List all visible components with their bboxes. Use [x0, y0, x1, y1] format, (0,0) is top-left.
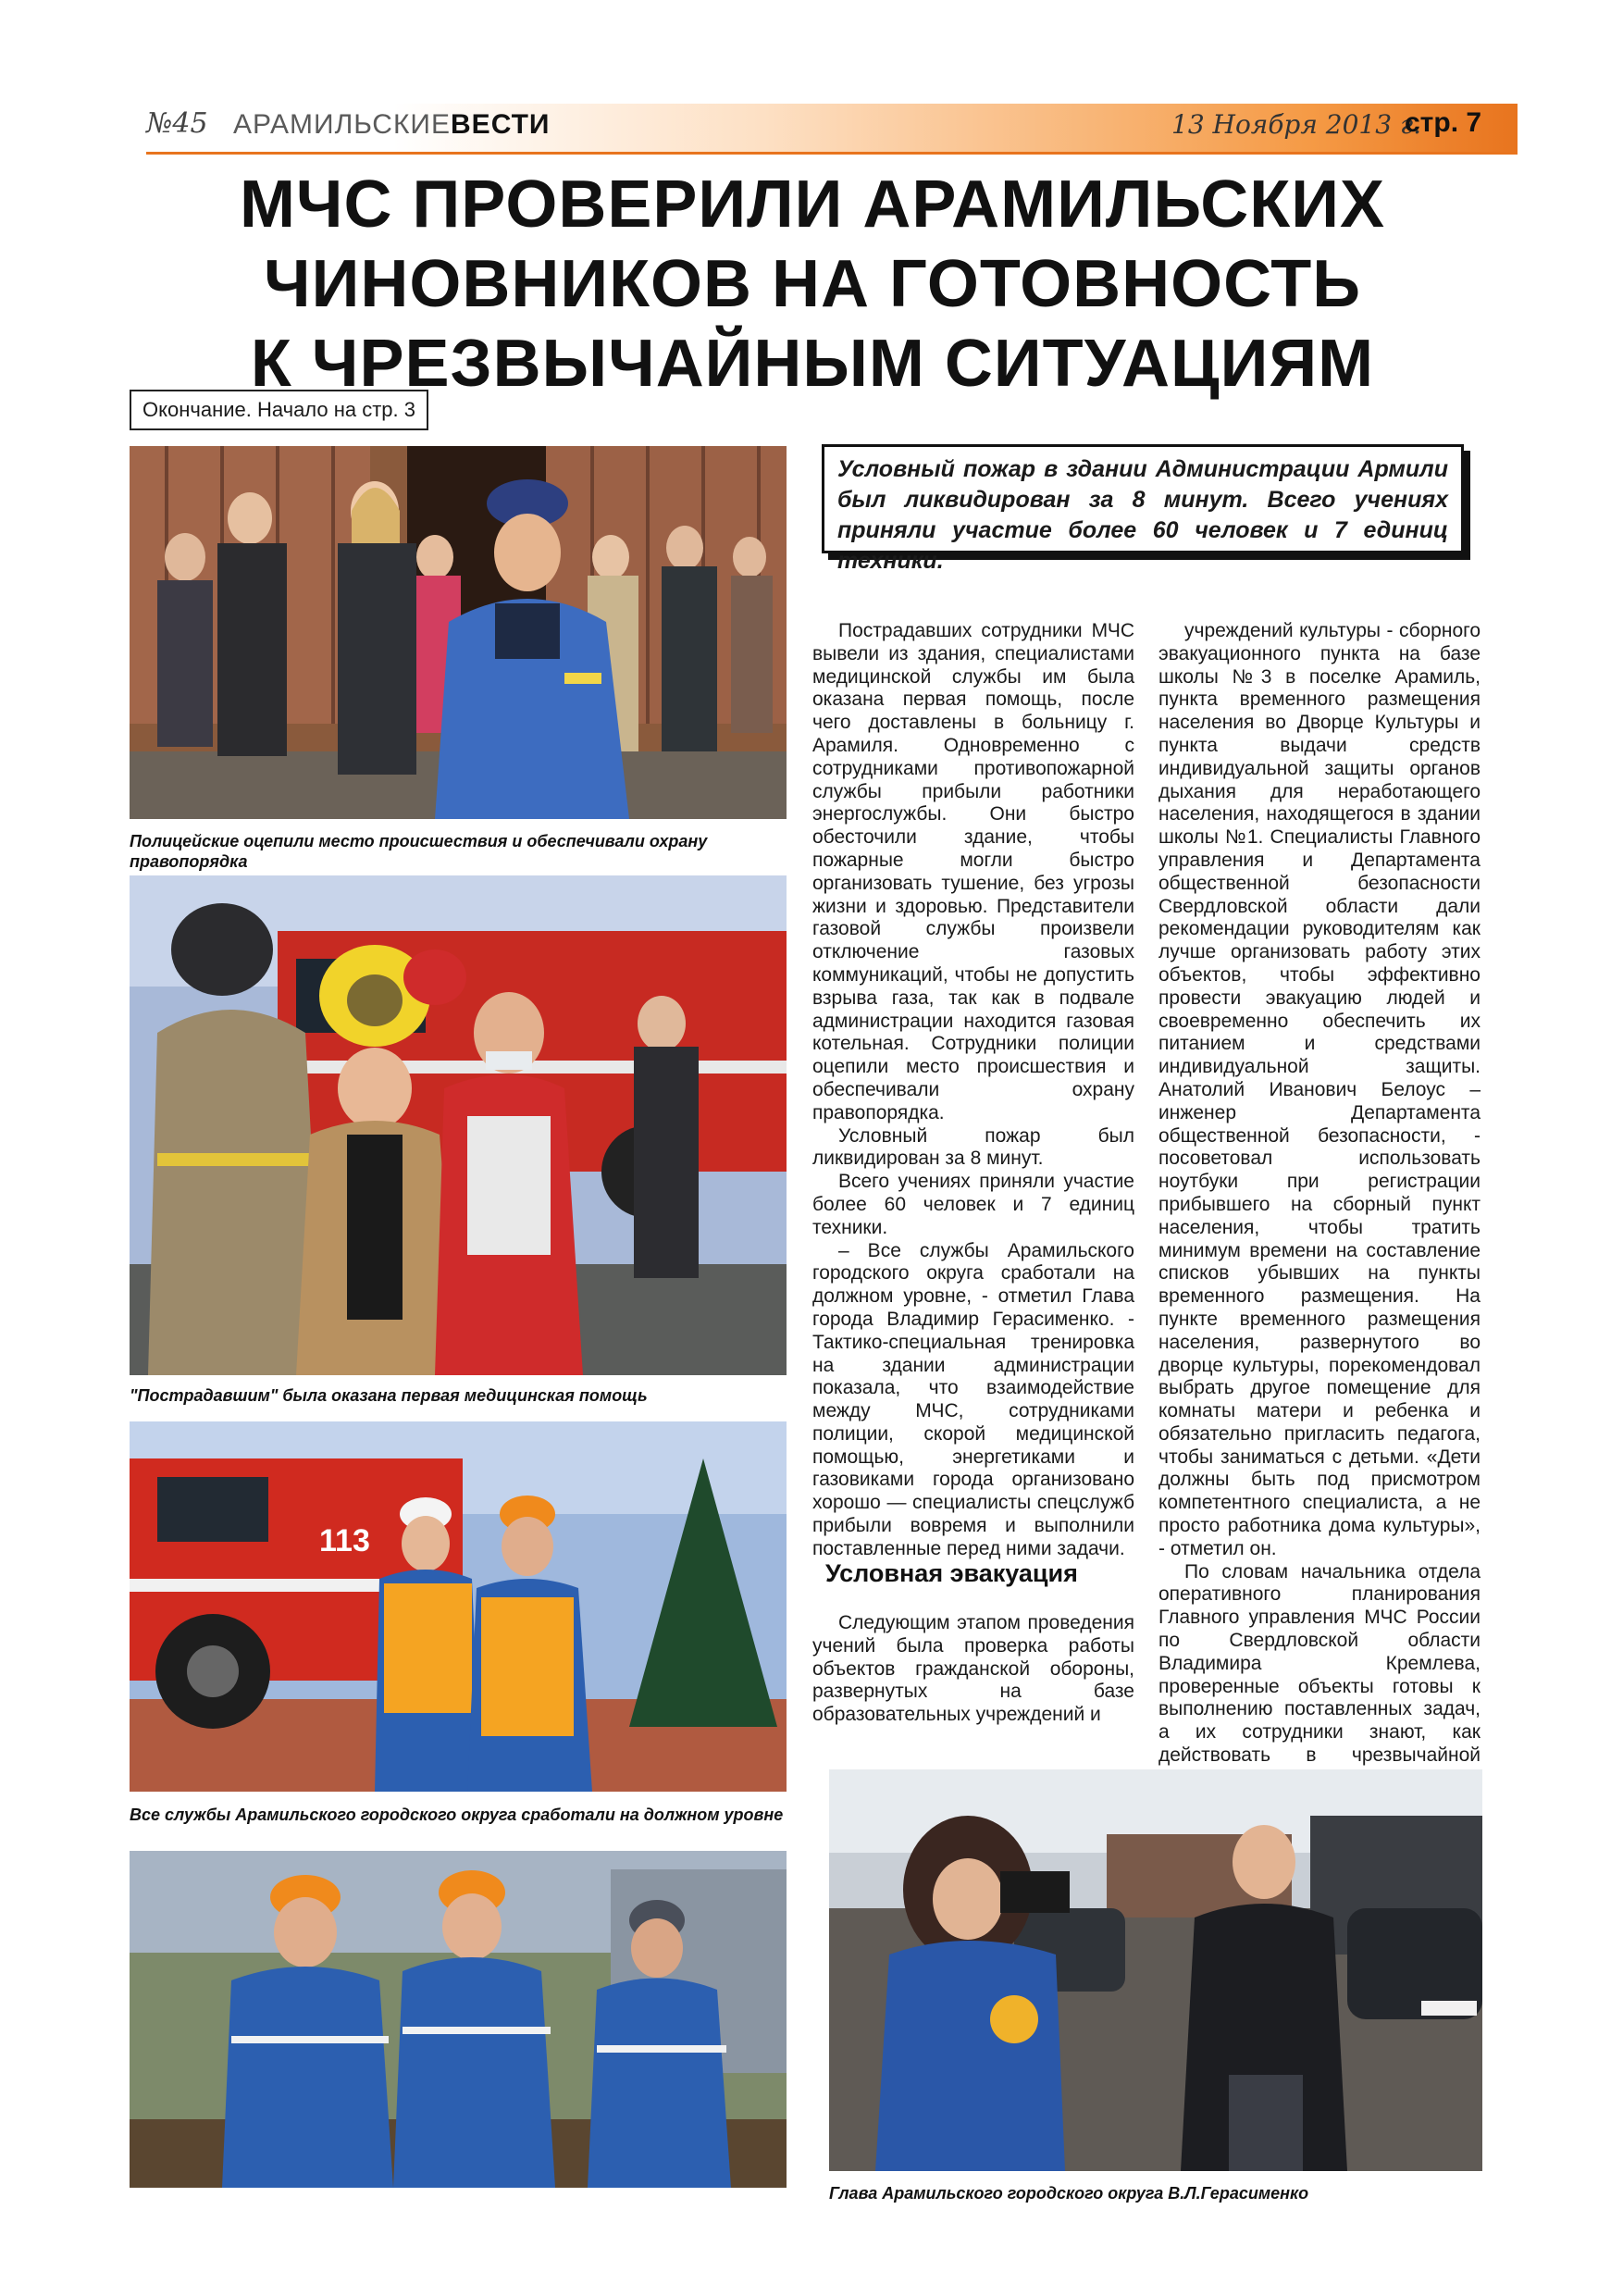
- article-paragraph: учреждений культуры - сборного эвакуационного пункта на базе школы №3 в поселке Арамиль, пункта временного размещения населения во Дворце Культуры и пункта выдачи средств индивидуальной защиты органов дыхания для неработающего населения, находящегося в здании школы №1. Специалисты Главного управления и Департамента общественной безопасности Свердловской области дали рекомендации руководителям как лучше организовать работу этих объектов, чтобы эффективно провести эвакуацию людей и своевременно обеспечить их питанием и средствами индивидуальной защиты. Анатолий Иванович Белоус – инженер Департамента общественной безопасности, - посоветовал использовать ноутбуки при регистрации прибывшего на сборный пункт населения, чтобы тратить минимум времени на составление списков убывших на пункты временного размещения. На пункте временного размещения населения, развернутого во дворце культуры, порекомендовал выбрать другое помещение для комнаты матери и ребенка и обязательно пригласить педагога, чтобы заниматься с детьми. «Дети должны быть под присмотром компетентного специалиста, а не просто работника дома культуры», - отметил он.: [1158, 620, 1481, 1559]
- article-paragraph: По словам начальника отдела оперативного планирования Главного управления МЧС России по Свердловской области Владимира Кремлева, проверенные объекты готовы к выполнению поставленных задач, а их сотрудники знают, как действовать в чрезвычайной: [1158, 1560, 1481, 1767]
- photo-first-aid: [130, 875, 787, 1375]
- photo-energy-workers: [130, 1851, 787, 2188]
- newspaper-title: [233, 109, 551, 141]
- issue-number: №45: [146, 107, 208, 140]
- issue-date: 13 Ноября 2013 г.: [1171, 109, 1422, 140]
- photo-services-at-truck: [130, 1421, 787, 1792]
- headline-line-3: К ЧРЕЗВЫЧАЙНЫМ СИТУАЦИЯМ: [250, 327, 1375, 401]
- photo-police-cordon: [130, 446, 787, 819]
- article-paragraph: Следующим этапом проведения учений была проверка работы объектов гражданской обороны, развернутых на базе образовательных учреждений и: [812, 1612, 1134, 1726]
- newspaper-title-part1: АРАМИЛЬСКИЕ: [233, 109, 452, 140]
- newspaper-title-part2: ВЕСТИ: [451, 109, 551, 140]
- headline-line-2: ЧИНОВНИКОВ НА ГОТОВНОСТЬ: [263, 247, 1362, 321]
- photo-head-of-district: [829, 1769, 1482, 2171]
- article-column-2: [1158, 620, 1481, 1791]
- truck-number-text: 113: [319, 1523, 370, 1558]
- headline-line-1: МЧС ПРОВЕРИЛИ АРАМИЛЬСКИХ: [239, 168, 1386, 242]
- article-headline: [130, 165, 1495, 403]
- page-number: стр. 7: [1405, 107, 1482, 138]
- article-paragraph: Пострадавших сотрудники МЧС вывели из здания, специалистами медицинской службы им была оказана первая помощь, после чего доставлены в больницу г. Арамиля. Одновременно с сотрудниками противопожарной службы прибыли работники энергослужбы. Они быстро обесточили здание, чтобы пожарные могли быстро организовать тушение, без угрозы жизни и здоровью. Представители газовой службы произвели отключение газовых коммуникаций, чтобы не допустить взрыва газа, так как в подвале администрации находится газовая котельная. Сотрудники полиции оцепили место происшествия и обеспечивали охрану правопорядка.: [812, 620, 1134, 1123]
- caption-photo-head: Глава Арамильского городского округа В.Л.Герасименко: [829, 2184, 1309, 2203]
- lead-summary-box: Условный пожар в здании Администрации Армили был ликвидирован за 8 минут. Всего учениях приняли участие более 60 человек и 7 единиц техники.: [822, 444, 1464, 553]
- continued-from-note: Окончание. Начало на стр. 3: [130, 390, 428, 430]
- article-column-1: [812, 620, 1134, 1561]
- masthead: [146, 104, 1518, 155]
- caption-photo-police: Полицейские оцепили место происшествия и обеспечивали охрану правопорядка: [130, 832, 708, 871]
- caption-photo-first-aid: "Пострадавшим" была оказана первая медицинская помощь: [130, 1386, 648, 1405]
- section-subheading: Условная эвакуация: [825, 1559, 1078, 1587]
- article-column-1-continued: [812, 1612, 1134, 1727]
- caption-photo-services: Все службы Арамильского городского округа сработали на должном уровне: [130, 1806, 784, 1824]
- article-paragraph: Условный пожар был ликвидирован за 8 минут.: [812, 1124, 1134, 1170]
- article-paragraph: – Все службы Арамильского городского округа сработали на должном уровне, - отметил Глава города Владимир Герасименко. - Тактико-специальная тренировка на здании администрации показала, что взаимодействие между МЧС, сотрудниками полиции, скорой медицинской помощью, энергетиками и газовиками города организовано хорошо — специалисты спецслужб прибыли вовремя и выполнили поставленные перед ними задачи.: [812, 1239, 1134, 1559]
- article-paragraph: Всего учениях приняли участие более 60 человек и 7 единиц техники.: [812, 1171, 1134, 1238]
